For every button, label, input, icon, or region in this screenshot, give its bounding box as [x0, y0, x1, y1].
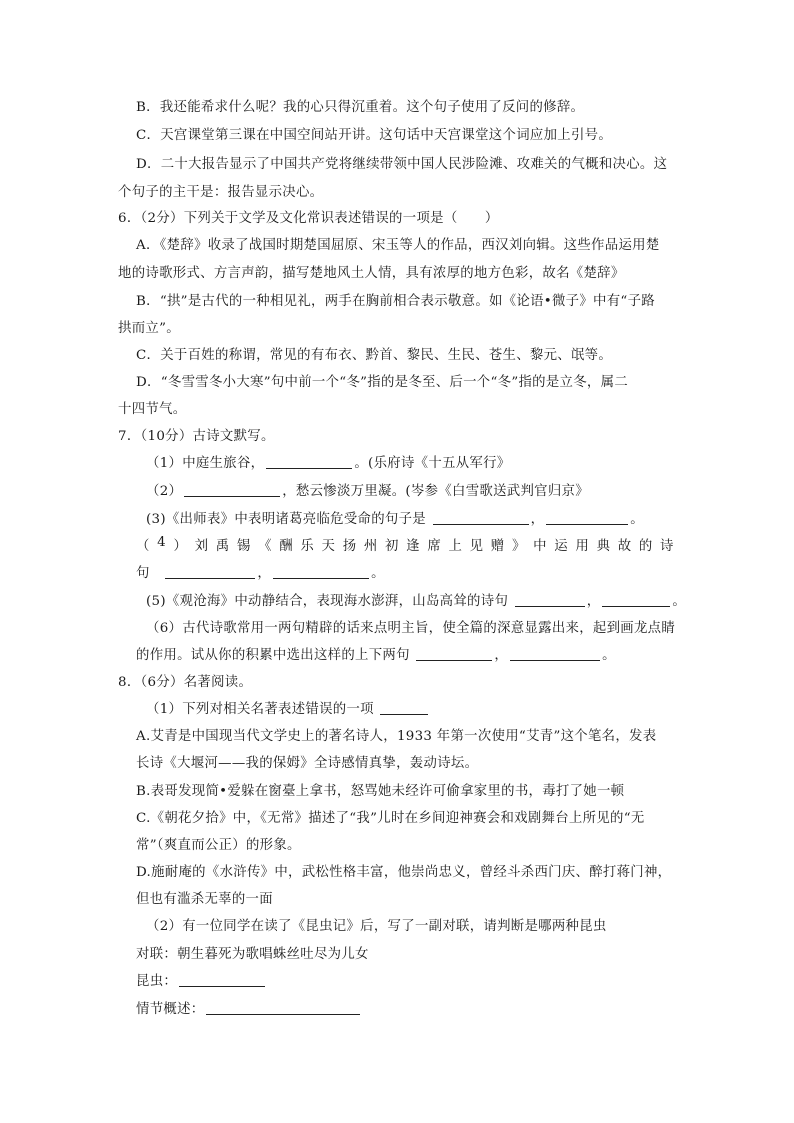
q7-item4-char: 用: [575, 539, 590, 554]
q7-item6-blank2[interactable]: [510, 646, 600, 661]
q7-item4-char: 刘: [194, 539, 209, 554]
q8-couplet: 对联：朝生暮死为歌唱蛛丝吐尽为儿女: [136, 947, 369, 962]
q7-item4-line2: [136, 562, 385, 581]
q7-item5-blank2[interactable]: [602, 592, 670, 607]
q7-item4-char: 初: [385, 539, 399, 554]
q7-item4-char: 诗: [660, 539, 674, 554]
q7-item4-char: 酬: [279, 539, 293, 554]
q7-item4-char: 中: [533, 539, 547, 554]
q7-item2-num: （2）: [146, 484, 183, 499]
q8-stem: 8．（6分）名著阅读。: [118, 675, 253, 690]
q7-item4-period: 。: [371, 566, 385, 581]
q7-item4-char: 天: [321, 539, 336, 554]
q7-item4-comma: ，: [257, 566, 272, 581]
q7-item4-char: 《: [258, 539, 272, 554]
q8-plot-row: [136, 998, 362, 1017]
q6-option-b-line1: B．“拱”是古代的一种相见礼，两手在胸前相合表示敬意。如《论语•微子》中有“子路: [136, 294, 655, 309]
q8-option-d-line2: 但也有滥杀无辜的一面: [136, 892, 273, 907]
q7-item3-text: (3)《出师表》中表明诸葛亮临危受命的句子是: [146, 512, 426, 527]
q8-insect-label: 昆虫：: [136, 974, 178, 989]
q7-item4-char: （: [136, 539, 150, 554]
q6-option-a-line2: 地的诗歌形式、方言声韵，描写楚地风土人情，具有浓厚的地方色彩，故名《楚辞》: [118, 266, 625, 281]
q7-item4-char: 故: [617, 539, 632, 554]
q7-item5-blank1[interactable]: [515, 592, 585, 607]
q7-item3-comma: ，: [530, 512, 545, 527]
q7-item4-char: ）: [173, 539, 188, 554]
q8-option-c-line2: 常”（爽直而公正）的形象。: [136, 838, 301, 853]
q6-option-d-line2: 十四节气。: [118, 402, 187, 417]
q7-item4-blank1[interactable]: [165, 564, 255, 579]
q8-insect-blank[interactable]: [179, 972, 265, 987]
q7-item4-char: 运: [554, 539, 568, 554]
q7-stem: 7．（10分）古诗文默写。: [118, 429, 275, 444]
q7-item4-char: 见: [469, 539, 484, 554]
q6-option-b-line2: 拱而立”。: [118, 321, 180, 336]
q7-item5-comma: ，: [586, 594, 601, 609]
q8-plot-label: 情节概述：: [136, 1002, 205, 1017]
q7-item4-char: 乐: [300, 539, 315, 554]
q7-item4-char: 赠: [490, 539, 505, 554]
q7-item1-text: （1）中庭生旅谷，: [146, 456, 265, 471]
q6-stem: 6．（2分）下列关于文学及文化常识表述错误的一项是（ ）: [118, 211, 499, 226]
q8-option-a-line2: 长诗《大堰河——我的保姆》全诗感情真挚，轰动诗坛。: [136, 756, 479, 771]
q7-item2: [146, 480, 589, 499]
q7-item1-source: 。(乐府诗《十五从军行》: [354, 456, 511, 471]
q8-option-d-line1: D.施耐庵的《水浒传》中，武松性格丰富，他崇尚忠义，曾经斗杀西门庆、醉打蒋门神，: [136, 865, 672, 880]
q7-item3-blank1[interactable]: [433, 510, 529, 525]
q6-option-a-line1: A．《楚辞》收录了战国时期楚国屈原、宋玉等人的作品，西汉刘向辑。这些作品运用楚: [136, 238, 660, 253]
q7-item3-blank2[interactable]: [546, 510, 628, 525]
q8-option-b: B.表哥发现简•爱躲在窗臺上拿书，怒骂她未经许可偷拿家里的书，毒打了她一顿: [136, 784, 625, 799]
q6-option-c: C．关于百姓的称谓，常见的有布衣、黔首、黎民、生民、苍生、黎元、氓等。: [136, 348, 613, 363]
q5-option-d-line2: 个句子的主干是：报告显示决心。: [118, 185, 324, 200]
q7-item3: [146, 508, 644, 527]
q7-item6-line2: [136, 644, 616, 663]
q7-item4-blank2[interactable]: [273, 564, 369, 579]
q7-item4-char: 典: [596, 539, 611, 554]
q7-item6-comma: ，: [494, 648, 509, 663]
q7-item4-char: 锡: [236, 539, 251, 554]
q7-item6-text: 的作用。试从你的积累中选出这样的上下两句: [136, 648, 410, 663]
q8-part1-text: （1）下列对相关名著表述错误的一项: [146, 702, 374, 717]
q7-item4-char: 上: [448, 539, 463, 554]
q8-part2: （2）有一位同学在读了《昆虫记》后，写了一副对联，请判断是哪两种昆虫: [146, 919, 607, 934]
q8-part1: [146, 698, 430, 717]
q7-item4-char: 》: [511, 539, 526, 554]
q5-option-c: C．天宫课堂第三课在中国空间站开讲。这句话中天宫课堂这个词应加上引号。: [136, 128, 613, 143]
q8-part1-blank[interactable]: [380, 700, 428, 715]
q7-item3-period: 。: [630, 512, 644, 527]
q7-item5-period: 。: [672, 594, 687, 609]
q7-item6-blank1[interactable]: [416, 646, 492, 661]
q7-item5: [146, 590, 686, 609]
q7-item4-char: 的: [638, 539, 653, 554]
q7-item4-line2-text: 句: [136, 566, 150, 581]
q7-item5-text: (5)《观沧海》中动静结合，表现海水澎湃，山岛高耸的诗句: [146, 594, 509, 609]
q8-plot-blank[interactable]: [206, 1000, 360, 1015]
q7-item4-char: 扬: [342, 539, 357, 554]
q7-item4-char: 禹: [215, 539, 230, 554]
q7-item6-period: 。: [602, 648, 616, 663]
q8-option-a-line1: A.艾青是中国现当代文学史上的著名诗人，1933 年第一次使用“艾青”这个笔名，发表: [136, 729, 657, 744]
q5-option-b: B．我还能希求什么呢？我的心只得沉重着。这个句子使用了反问的修辞。: [136, 100, 585, 115]
q7-item4-char: 州: [363, 539, 378, 554]
q7-item4-char: 4: [157, 535, 166, 550]
q7-item6-line1: （6）古代诗歌常用一两句精辟的话来点明主旨，使全篇的深意显露出来，起到画龙点睛: [146, 621, 676, 636]
q7-item4-char: 席: [427, 539, 442, 554]
q7-item4-line1: [136, 535, 674, 554]
q6-option-d-line1: D．“冬雪雪冬小大寒”句中前一个“冬”指的是冬至、后一个“冬”指的是立冬，属二: [136, 375, 629, 390]
q5-option-d-line1: D．二十大报告显示了中国共产党将继续带领中国人民涉险滩、攻难关的气概和决心。这: [136, 157, 668, 172]
q7-item4-char: 逢: [406, 539, 420, 554]
q7-item1-blank[interactable]: [266, 454, 352, 469]
q7-item1: [146, 452, 510, 471]
q7-item2-blank[interactable]: [184, 482, 280, 497]
q7-item2-text: ，愁云惨淡万里凝。(岑参《白雪歌送武判官归京》: [282, 484, 589, 499]
q8-option-c-line1: C.《朝花夕拾》中，《无常》描述了“我”儿时在乡间迎神赛会和戏剧舞台上所见的“无: [136, 811, 645, 826]
q8-insect-row: [136, 970, 267, 989]
